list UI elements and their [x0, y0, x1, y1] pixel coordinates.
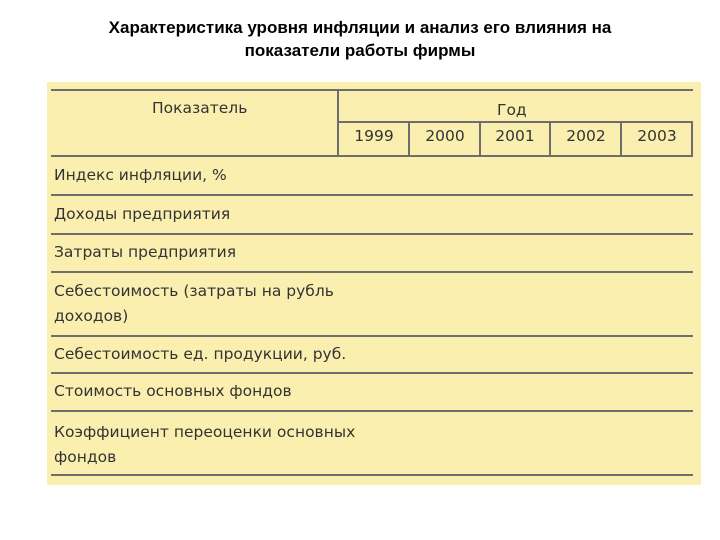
row-label-inflation-index: Индекс инфляции, %: [54, 166, 227, 184]
row-label-income: Доходы предприятия: [54, 205, 231, 223]
year-2002: 2002: [566, 127, 606, 145]
year-2001: 2001: [495, 127, 535, 145]
year-1999: 1999: [354, 127, 394, 145]
row-label-cost-per-ruble-cont: доходов): [54, 307, 129, 325]
title-line-1: Характеристика уровня инфляции и анализ его влияния на: [108, 18, 612, 37]
rule-row-6: [51, 410, 693, 412]
slide-title: [0, 16, 720, 62]
rule-row-5: [51, 372, 693, 374]
rule-row-2: [51, 233, 693, 235]
rule-bottom: [51, 474, 693, 476]
row-label-revaluation: Коэффициент переоценки основных: [54, 423, 356, 441]
column-header-year: Год: [497, 101, 527, 119]
year-2000: 2000: [425, 127, 465, 145]
rule-row-4: [51, 335, 693, 337]
rule-top: [51, 89, 693, 91]
rule-header-bottom: [51, 155, 693, 157]
inflation-table: [47, 82, 701, 485]
row-label-fixed-assets: Стоимость основных фондов: [54, 382, 292, 400]
row-label-revaluation-cont: фондов: [54, 448, 117, 466]
row-label-cost-per-ruble: Себестоимость (затраты на рубль: [54, 282, 334, 300]
column-header-indicator: Показатель: [152, 99, 248, 117]
row-label-unit-cost: Себестоимость ед. продукции, руб.: [54, 345, 347, 363]
title-line-2: показатели работы фирмы: [244, 41, 476, 60]
row-label-costs: Затраты предприятия: [54, 243, 237, 261]
rule-row-1: [51, 194, 693, 196]
rule-row-3: [51, 271, 693, 273]
year-2003: 2003: [637, 127, 677, 145]
